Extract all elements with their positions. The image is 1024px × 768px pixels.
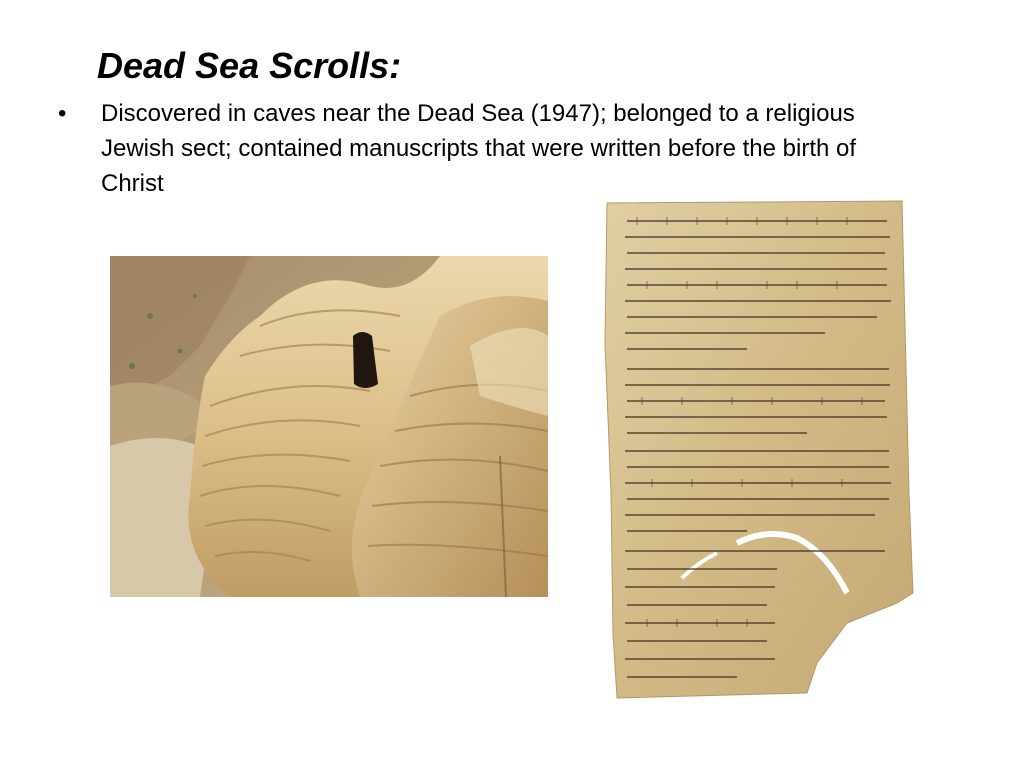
bullet-text: Discovered in caves near the Dead Sea (1947); belonged to a religious Jewish sect; contained manuscripts that were written before the birth of Christ [101,100,857,197]
bullet-item [58,96,918,201]
cave-photo [110,256,548,597]
bullet-marker: • [58,100,67,127]
bullet-list [58,96,918,201]
scroll-photo [597,193,917,703]
slide-title: Dead Sea Scrolls: [97,45,402,86]
cave-photo-illustration [110,256,548,597]
scroll-photo-illustration [597,193,917,703]
